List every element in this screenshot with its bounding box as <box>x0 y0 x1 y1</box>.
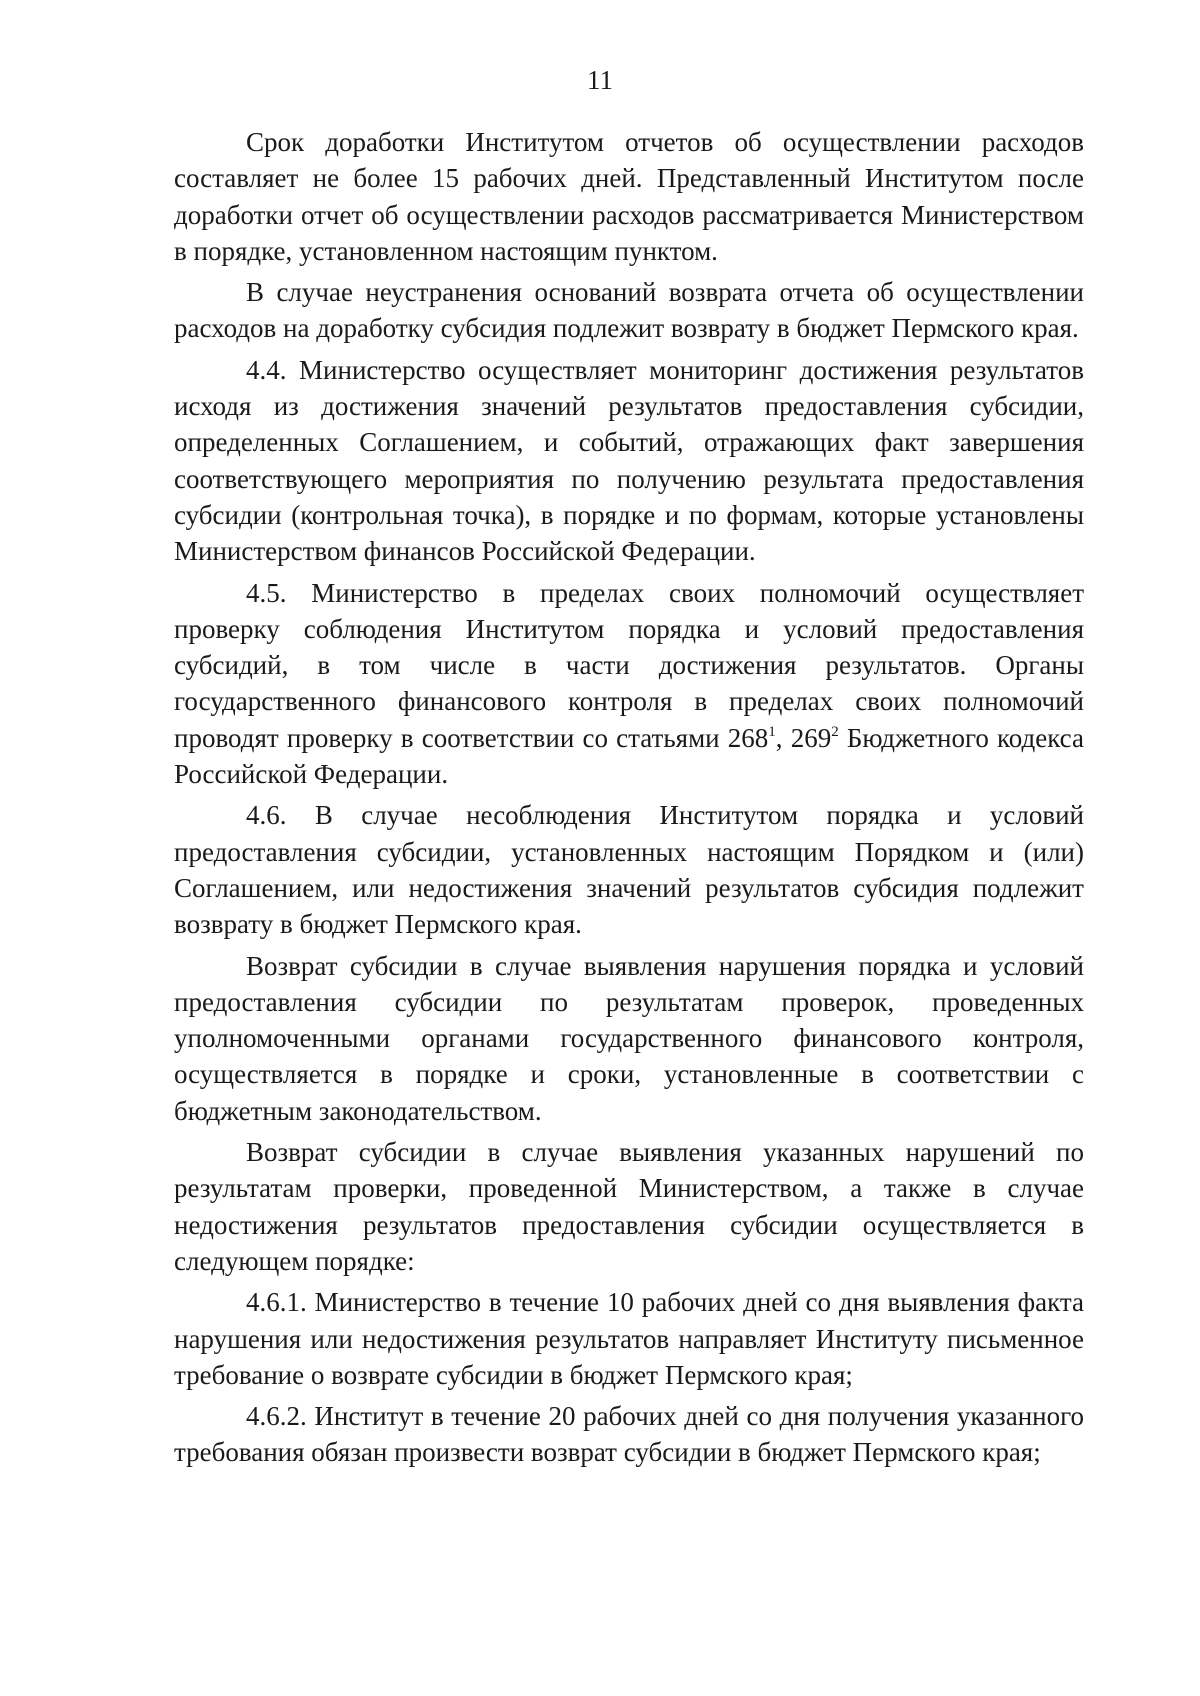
document-body <box>174 124 1084 1476</box>
superscript-1: 1 <box>768 723 776 740</box>
superscript-2: 2 <box>831 723 839 740</box>
paragraph-4-4-monitoring: 4.4. Министерство осуществляет мониторинг достижения результатов исходя из достижения значений результатов предоставления субсидии, определенных Соглашением, и событий, отражающих факт завершения соответствующего мероприятия по получению результата предоставления субсидии (контрольная точка), в порядке и по формам, которые установлены Министерством финансов Российской Федерации. <box>174 354 1084 567</box>
paragraph-4-5-text-part1: 4.5. Министерство в пределах своих полномочий осуществляет проверку соблюдения Институтом порядка и условий предоставления субсидий, в том числе в части достижения результатов. Органы государственного финансового контроля в пределах своих полномочий проводят проверку в соответствии со статьями 268 <box>174 577 1084 753</box>
paragraph-4-5-text-part2: , 269 <box>775 722 832 753</box>
page-number: 11 <box>587 65 613 95</box>
paragraph-return-after-ministry-check: Возврат субсидии в случае выявления указанных нарушений по результатам проверки, проведенной Министерством, а также в случае недостижения результатов предоставления субсидии осуществляется в следующем порядке: <box>174 1137 1084 1276</box>
paragraph-return-after-state-control: Возврат субсидии в случае выявления нарушения порядка и условий предоставления субсидии по результатам проверок, проведенных уполномоченными органами государственного финансового контроля, осуществляется в порядке и сроки, установленные в соответствии с бюджетным законодательством. <box>174 950 1084 1126</box>
paragraph-4-5-inspection <box>174 575 1084 793</box>
paragraph-report-revision-term: Срок доработки Институтом отчетов об осуществлении расходов составляет не более 15 рабочих дней. Представленный Институтом после доработки отчет об осуществлении расходов рассматривается Министерством в порядке, установленном настоящим пунктом. <box>174 127 1084 266</box>
paragraph-4-6-1-demand: 4.6.1. Министерство в течение 10 рабочих дней со дня выявления факта нарушения или недостижения результатов направляет Институту письменное требование о возврате субсидии в бюджет Пермского края; <box>174 1287 1084 1390</box>
paragraph-4-6-2-refund: 4.6.2. Институт в течение 20 рабочих дней со дня получения указанного требования обязан произвести возврат субсидии в бюджет Пермского края; <box>174 1401 1084 1468</box>
paragraph-4-6-non-compliance: 4.6. В случае несоблюдения Институтом порядка и условий предоставления субсидии, установленных настоящим Порядком и (или) Соглашением, или недостижения значений результатов субсидия подлежит возврату в бюджет Пермского края. <box>174 800 1084 940</box>
paragraph-subsidy-return-on-failure: В случае неустранения оснований возврата отчета об осуществлении расходов на доработку субсидия подлежит возврату в бюджет Пермского края. <box>174 277 1084 344</box>
paragraph-4-5-text-part3: Бюджетного кодекса Российской Федерации. <box>174 722 1084 790</box>
